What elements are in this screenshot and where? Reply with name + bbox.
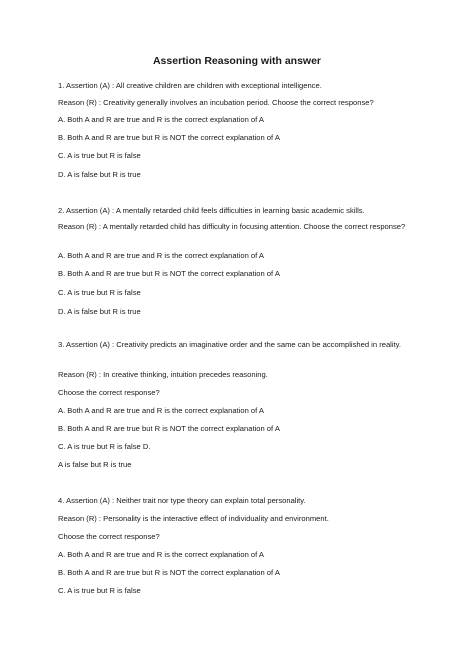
q2-option-b: B. Both A and R are true but R is NOT the correct explanation of A <box>58 269 280 278</box>
q2-assertion: 2. Assertion (A) : A mentally retarded child feels difficulties in learning basic academic skills. <box>58 206 365 215</box>
q1-assertion: 1. Assertion (A) : All creative children are children with exceptional intelligence. <box>58 81 322 90</box>
q3-option-c: C. A is true but R is false D. <box>58 442 151 451</box>
q3-option-b: B. Both A and R are true but R is NOT the correct explanation of A <box>58 424 280 433</box>
q2-option-d: D. A is false but R is true <box>58 307 141 316</box>
q2-reason: Reason (R) : A mentally retarded child has difficulty in focusing attention. Choose the correct response? <box>58 222 406 231</box>
q1-option-c: C. A is true but R is false <box>58 151 141 160</box>
q1-option-d: D. A is false but R is true <box>58 170 141 179</box>
q4-assertion: 4. Assertion (A) : Neither trait nor type theory can explain total personality. <box>58 496 306 505</box>
q4-option-a: A. Both A and R are true and R is the correct explanation of A <box>58 550 264 559</box>
q1-option-a: A. Both A and R are true and R is the correct explanation of A <box>58 115 264 124</box>
document-title: Assertion Reasoning with answer <box>152 55 322 67</box>
q2-option-a: A. Both A and R are true and R is the correct explanation of A <box>58 251 264 260</box>
q3-option-a: A. Both A and R are true and R is the correct explanation of A <box>58 406 264 415</box>
q4-option-c: C. A is true but R is false <box>58 586 141 595</box>
q4-reason: Reason (R) : Personality is the interactive effect of individuality and environment. <box>58 514 329 523</box>
q3-option-d: A is false but R is true <box>58 460 132 469</box>
q4-option-b: B. Both A and R are true but R is NOT the correct explanation of A <box>58 568 280 577</box>
q3-assertion: 3. Assertion (A) : Creativity predicts an imaginative order and the same can be accomplished in reality. <box>58 340 402 349</box>
q3-prompt: Choose the correct response? <box>58 388 160 397</box>
q4-prompt: Choose the correct response? <box>58 532 160 541</box>
q3-reason: Reason (R) : In creative thinking, intuition precedes reasoning. <box>58 370 268 379</box>
q1-reason: Reason (R) : Creativity generally involves an incubation period. Choose the correct response? <box>58 98 374 107</box>
q2-option-c: C. A is true but R is false <box>58 288 141 297</box>
q1-option-b: B. Both A and R are true but R is NOT the correct explanation of A <box>58 133 280 142</box>
